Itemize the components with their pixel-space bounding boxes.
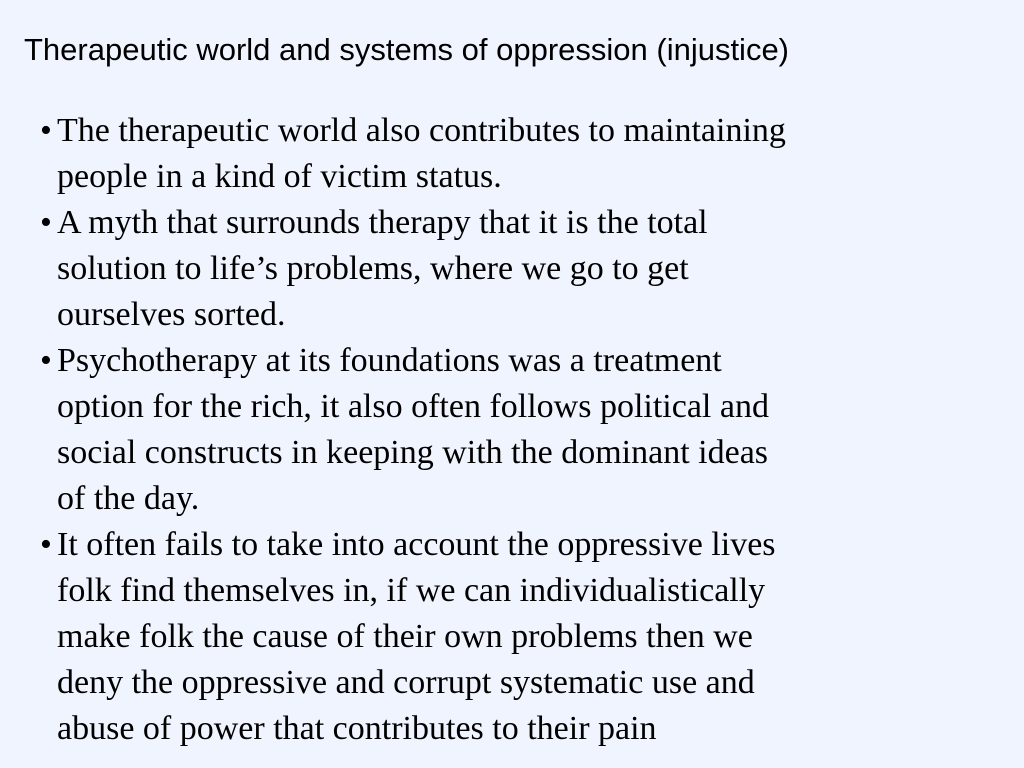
bullet-line: solution to life’s problems, where we go to get [57,250,689,287]
bullet-icon: • [40,342,52,379]
bullet-line: abuse of power that contributes to their pain [57,710,657,747]
slide-title: Therapeutic world and systems of oppression (injustice) [24,32,790,67]
bullet-item [40,200,1000,338]
bullet-line: of the day. [57,480,200,517]
bullet-item [40,108,1000,200]
bullet-icon: • [40,526,52,563]
bullet-line: folk find themselves in, if we can individualistically [57,572,766,609]
bullet-line: A myth that surrounds therapy that it is the total [57,204,708,241]
bullet-line: deny the oppressive and corrupt systematic use and [57,664,755,701]
bullet-line: option for the rich, it also often follows political and [57,388,769,425]
bullet-icon: • [40,112,52,149]
bullet-icon: • [40,204,52,241]
bullet-line: Psychotherapy at its foundations was a treatment [57,342,722,379]
bullet-line: people in a kind of victim status. [57,158,502,195]
bullet-line: make folk the cause of their own problems then we [57,618,753,655]
bullet-item [40,522,1000,752]
bullet-line: The therapeutic world also contributes to maintaining [57,112,786,149]
bullet-line: It often fails to take into account the oppressive lives [57,526,776,563]
bullet-line: ourselves sorted. [57,296,286,333]
bullet-item [40,338,1000,522]
bullet-line: social constructs in keeping with the dominant ideas [57,434,769,471]
bullet-list [40,108,1000,752]
